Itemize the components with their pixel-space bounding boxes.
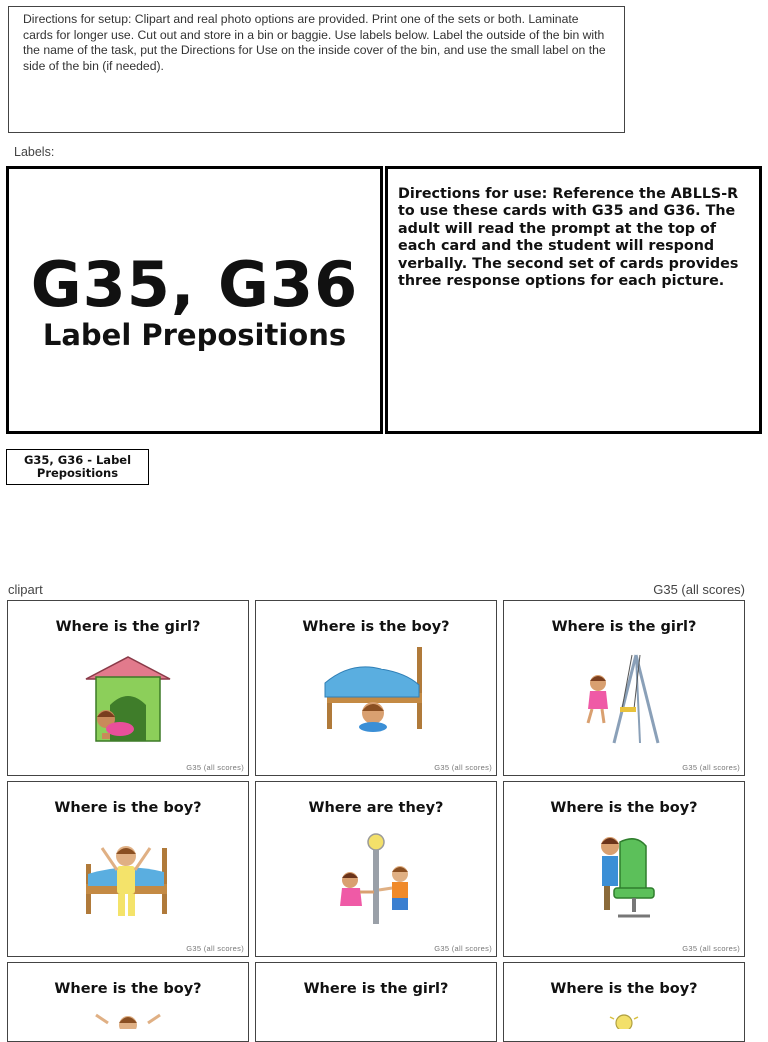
card-footer: G35 (all scores) [434, 763, 492, 772]
boy-behind-chair-illustration [574, 828, 674, 928]
picture-card [7, 962, 249, 1042]
card-prompt: Where is the boy? [550, 800, 698, 816]
boy-partial-illustration [88, 1009, 168, 1029]
picture-card [7, 600, 249, 776]
card-prompt: Where is the boy? [550, 981, 698, 997]
small-label-line2: Prepositions [36, 466, 119, 480]
small-label-line1: G35, G36 - Label [23, 453, 132, 467]
card-footer: G35 (all scores) [186, 944, 244, 953]
bin-label-card [6, 166, 383, 434]
card-prompt: Where is the boy? [54, 981, 202, 997]
card-prompt: Where is the boy? [302, 619, 450, 635]
card-prompt: Where is the girl? [551, 619, 697, 635]
card-footer: G35 (all scores) [434, 944, 492, 953]
picture-card [255, 600, 497, 776]
section-label-scores: G35 (all scores) [653, 582, 745, 597]
card-prompt: Where is the girl? [303, 981, 449, 997]
task-title: Label Prepositions [42, 318, 347, 352]
directions-for-use-text: Directions for use: Reference the ABLLS-R to use these cards with G35 and G36. The adult will read the prompt at the top of each card and the student will respond verbally. The second set of cards provides three response options for each picture. [398, 186, 739, 290]
picture-card [503, 781, 745, 957]
boy-under-bed-illustration [321, 647, 431, 737]
picture-card [7, 781, 249, 957]
section-label-clipart: clipart [8, 582, 43, 597]
card-prompt: Where are they? [308, 800, 444, 816]
girl-in-doghouse-illustration [78, 647, 178, 747]
small-side-label [6, 449, 149, 485]
kids-around-lamppost-illustration [326, 828, 426, 928]
labels-caption: Labels: [14, 145, 55, 159]
picture-card [503, 600, 745, 776]
card-footer: G35 (all scores) [186, 763, 244, 772]
setup-directions-box [8, 6, 625, 133]
setup-directions-text: Directions for setup: Clipart and real photo options are provided. Print one of the sets or both. Laminate cards for longer use. Cut out and store in a bin or baggie. Use labels below. Label the outside of the bin with the name of the task, put the Directions for Use on the inside cover of the bin, and use the small label on the side of the bin (if needed). [23, 12, 606, 73]
card-footer: G35 (all scores) [682, 763, 740, 772]
picture-card [255, 962, 497, 1042]
card-prompt: Where is the boy? [54, 800, 202, 816]
card-prompt: Where is the girl? [55, 619, 201, 635]
directions-for-use-card [385, 166, 762, 434]
task-code: G35, G36 [30, 248, 359, 321]
boy-in-front-of-bed-illustration [78, 828, 178, 928]
picture-card [255, 781, 497, 957]
picture-card [503, 962, 745, 1042]
card-footer: G35 (all scores) [682, 944, 740, 953]
girl-next-to-swing-illustration [574, 647, 674, 747]
lamp-partial-illustration [604, 1009, 644, 1029]
